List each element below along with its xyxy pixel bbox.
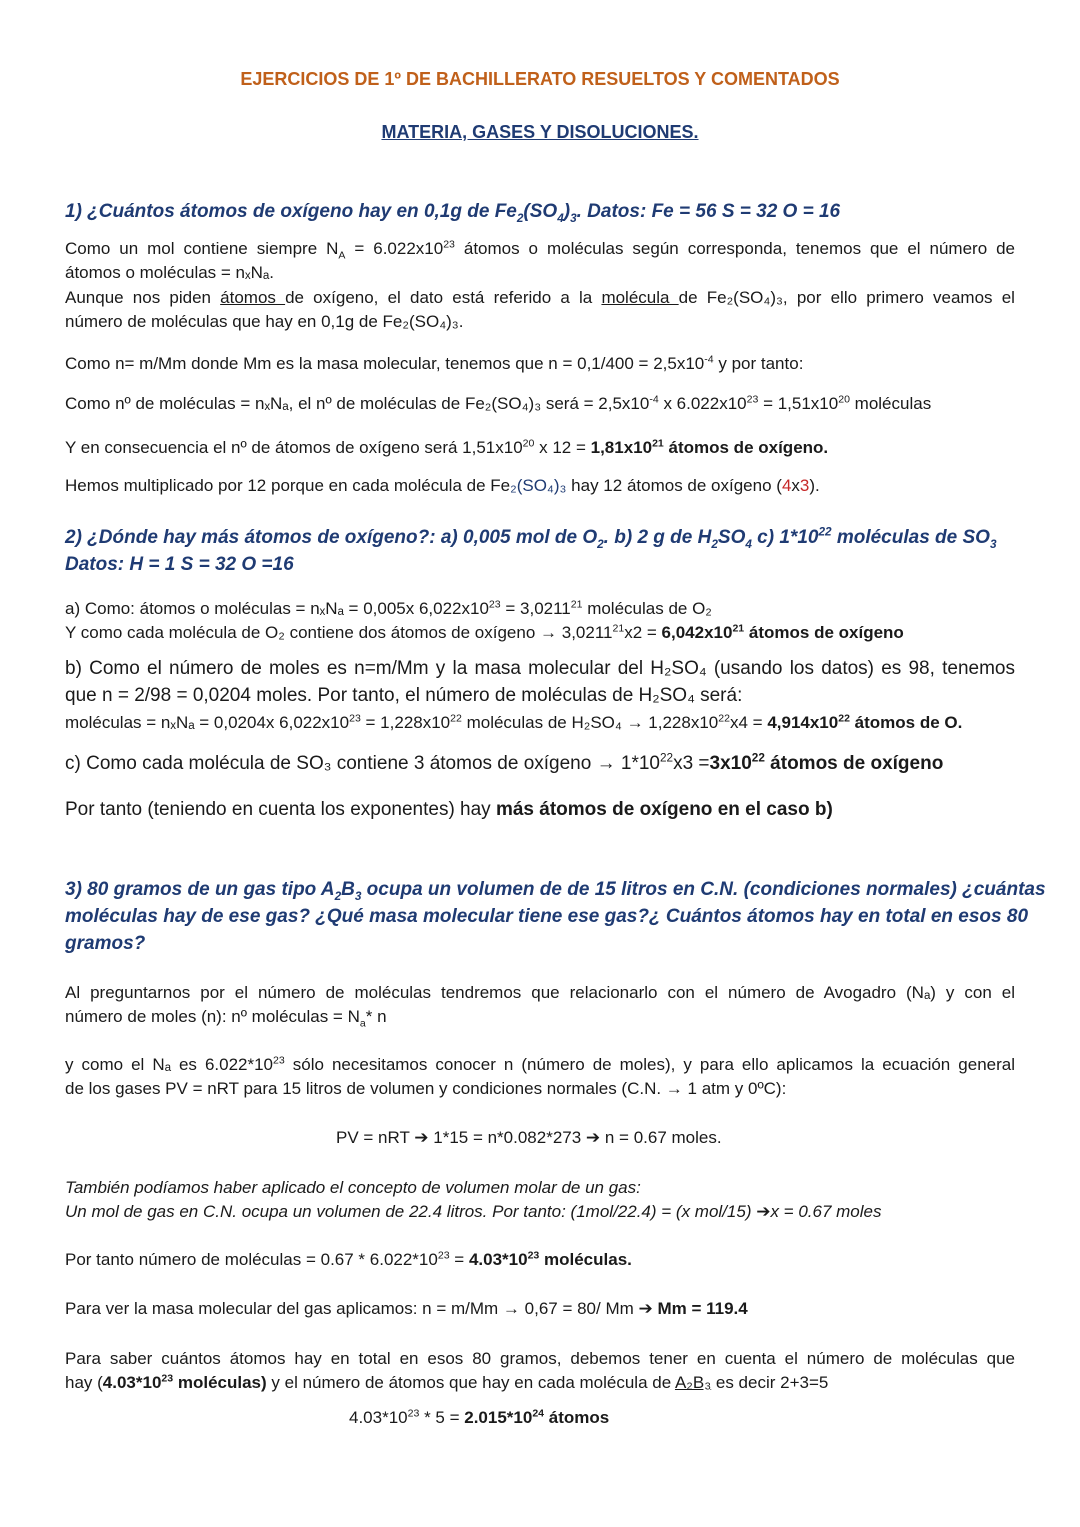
exercise-3-line: y como el Nₐ es $6.022*10^{23}$ sólo necesitamos conocer n (número de moles), y para ello aplicamos la ecuación general — [65, 1054, 1015, 1074]
exercise-1-line: Como un mol contiene siempre $N_A = 6.022x10^{23}$ átomos o moléculas según corresponda, tenemos que el número de — [65, 238, 1015, 262]
exercise-1-line: Como n= m/Mm donde Mm es la masa molecular, tenemos que $n = 0,1/400 = 2,5x10^{-4}$ y por tanto: — [65, 353, 804, 373]
exercise-1-question: 1) ¿Cuántos átomos de oxígeno hay en 0,1g de $Fe_2(SO_4)_3$. Datos: Fe = 56 S = 32 O = 16 — [65, 201, 841, 225]
exercise-3-question: 3) 80 gramos de un gas tipo $A_2B_3$ ocupa un volumen de de 15 litros en C.N. (condiciones normales) ¿cuántas — [65, 879, 1046, 903]
page-title: EJERCICIOS DE 1º DE BACHILLERATO RESUELTOS Y COMENTADOS — [240, 69, 840, 89]
exercise-3-equation: PV = nRT ➔ 1*15 = n*0.082*273 ➔ n = 0.67 moles. — [336, 1128, 722, 1147]
exercise-1-line: Aunque nos piden átomos de oxígeno, el dato está referido a la molécula de Fe₂(SO₄)₃, por ello primero veamos el — [65, 288, 1015, 307]
exercise-2-conclusion: Por tanto (teniendo en cuenta los exponentes) hay más átomos de oxígeno en el caso b) — [65, 799, 833, 820]
exercise-2-line: Y como cada molécula de O₂ contiene dos átomos de oxígeno → $3,0211^{21}x2 = 6,042x10^{21}$ átomos de oxígeno — [65, 622, 904, 642]
exercise-3-question: gramos? — [65, 933, 146, 954]
exercise-1-line: átomos o moléculas = nₓNₐ. — [65, 263, 274, 282]
page-subtitle: MATERIA, GASES Y DISOLUCIONES. — [381, 122, 699, 142]
exercise-2-question: 2) ¿Dónde hay más átomos de oxígeno?: a) 0,005 mol de $O_2$. b) 2 g de $H_2SO_4$ c) $1*10^{22}$ moléculas de $SO_3$ — [65, 525, 997, 551]
exercise-2-line: b) Como el número de moles es n=m/Mm y la masa molecular del H₂SO₄ (usando los datos) es 98, tenemos — [65, 658, 1015, 679]
exercise-3-line: Por tanto número de moléculas = $0.67 * 6.022*10^{23} = 4.03*10^{23}$ moléculas. — [65, 1249, 632, 1269]
exercise-1-result: Y en consecuencia el nº de átomos de oxígeno será $1,51x10^{20}$ x $12 = 1,81x10^{21}$ átomos de oxígeno. — [65, 437, 829, 457]
exercise-1-line: número de moléculas que hay en 0,1g de Fe₂(SO₄)₃. — [65, 312, 464, 331]
exercise-2-line: c) Como cada molécula de SO₃ contiene 3 átomos de oxígeno → $1*10^{22}x3 =3x10^{22}$ átomos de oxígeno — [65, 751, 944, 774]
exercise-3-line: Al preguntarnos por el número de moléculas tendremos que relacionarlo con el número de Avogadro (Nₐ) y con el — [65, 983, 1015, 1002]
exercise-3-note: También podíamos haber aplicado el concepto de volumen molar de un gas: — [65, 1178, 641, 1197]
exercise-3-result: $4.03*10^{23} * 5 = 2.015*10^{24}$ átomos — [349, 1407, 610, 1427]
exercise-1-line: Como nº de moléculas = nₓNₐ, el nº de moléculas de Fe₂(SO₄)₃ será = $2,5x10^{-4}$ x $6.022x10^{23} = 1,51x10^{20}$ moléculas — [65, 393, 932, 413]
exercise-3-note: Un mol de gas en C.N. ocupa un volumen de 22.4 litros. Por tanto: (1mol/22.4) = (x mol/15) ➔x = 0.67 moles — [65, 1202, 882, 1221]
exercise-2-line: que n = 2/98 = 0,0204 moles. Por tanto, el número de moléculas de H₂SO₄ será: — [65, 685, 743, 706]
exercise-3-question: moléculas hay de ese gas? ¿Qué masa molecular tiene ese gas?¿ Cuántos átomos hay en total en esos 80 — [65, 906, 1029, 927]
exercise-2-data: Datos: H = 1 S = 32 O =16 — [65, 554, 294, 575]
exercise-2-line: a) Como: átomos o moléculas = nₓNₐ = 0,005x $6,022x10^{23} = 3,0211^{21}$ moléculas de O₂ — [65, 598, 712, 618]
exercise-3-line: Para saber cuántos átomos hay en total en esos 80 gramos, debemos tener en cuenta el número de moléculas que — [65, 1349, 1015, 1368]
exercise-2-line: moléculas = nₓNₐ = 0,0204x $6,022x10^{23} = 1,228x10^{22}$ moléculas de $H_2SO_4 \to 1,228x10^{22}x4 = 4,914x10^{22}$ átomos de O. — [65, 712, 963, 732]
exercise-3-line: hay ($4.03*10^{23}$ moléculas) y el número de átomos que hay en cada molécula de A₂B₃ es decir 2+3=5 — [65, 1372, 829, 1392]
exercise-3-line: de los gases PV = nRT para 15 litros de volumen y condiciones normales (C.N. → 1 atm y 0ºC): — [65, 1079, 787, 1098]
exercise-3-line: número de moles (n): nº moléculas = $N_a*$ n — [65, 1007, 387, 1030]
exercise-3-line: Para ver la masa molecular del gas aplicamos: n = m/Mm → 0,67 = 80/ Mm ➔ Mm = 119.4 — [65, 1299, 748, 1318]
exercise-1-line: Hemos multiplicado por 12 porque en cada molécula de Fe₂(SO₄)₃ hay 12 átomos de oxígeno (4x3). — [65, 476, 820, 495]
